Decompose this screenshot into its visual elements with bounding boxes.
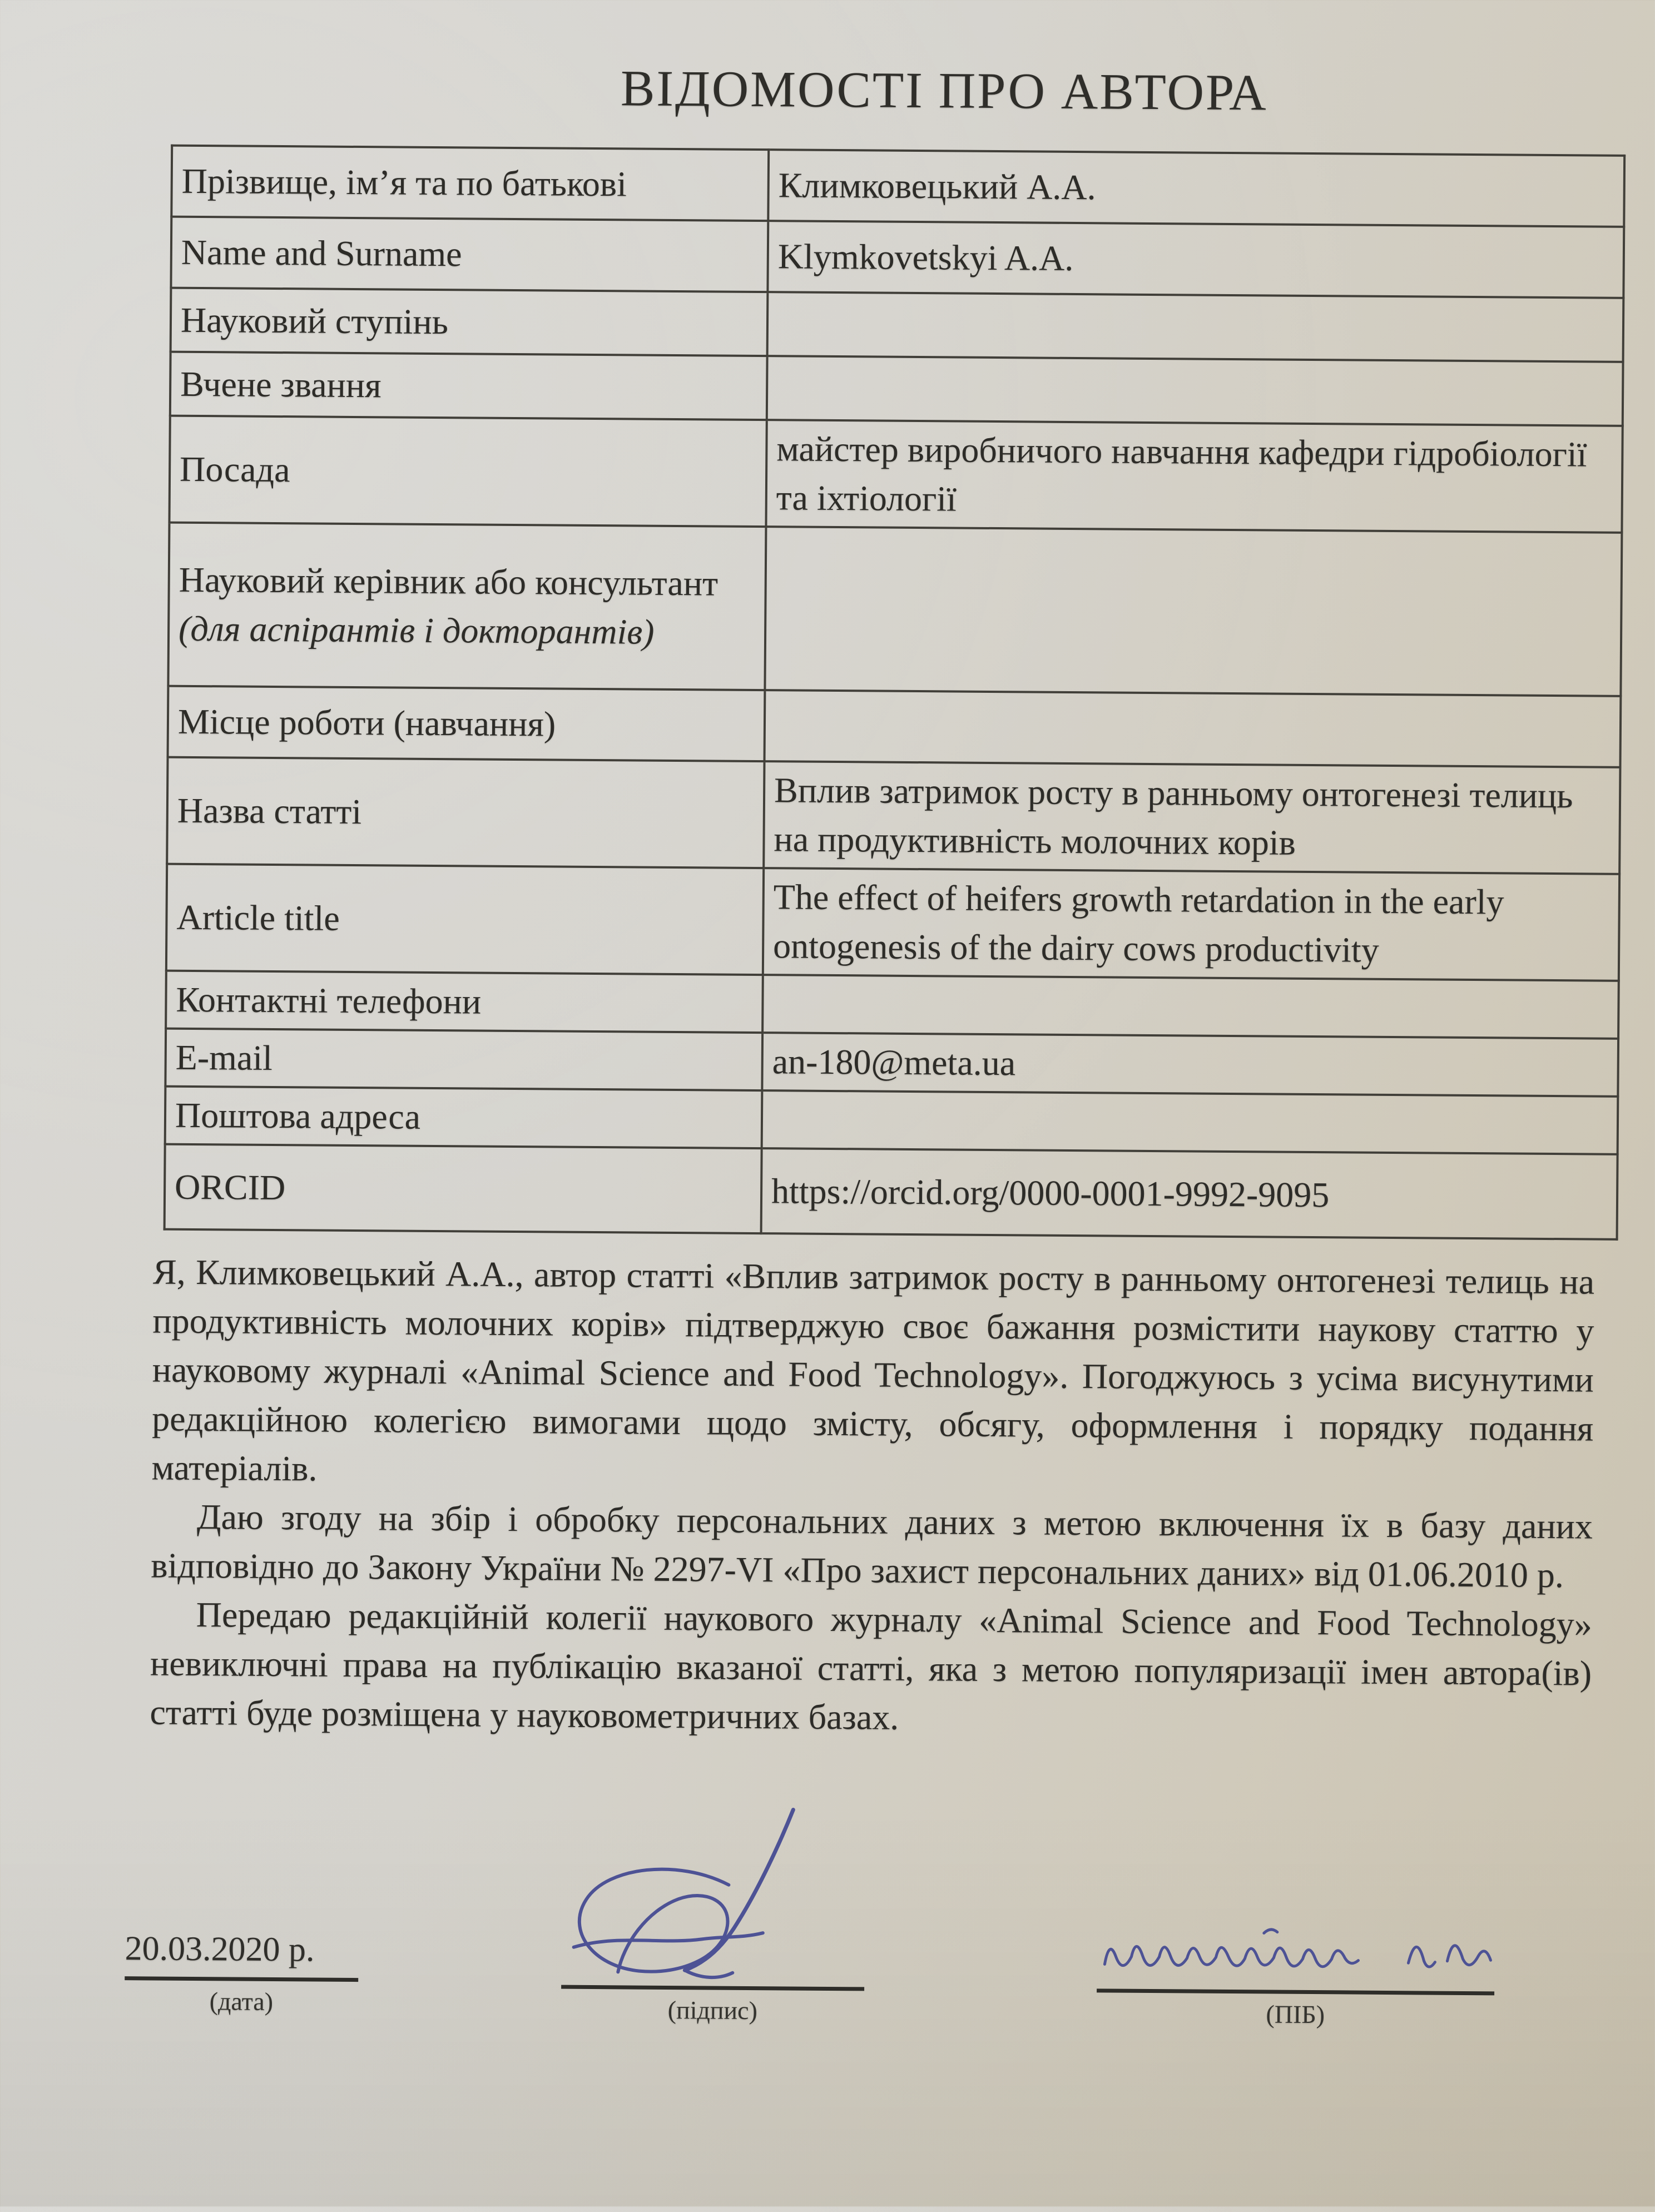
handwritten-name-icon — [1097, 1907, 1495, 1993]
handwritten-name-block — [1097, 1930, 1495, 2030]
row-value-phones — [762, 975, 1619, 1039]
row-value-article-title-en: The effect of heifers growth retardation in the early ontogenesis of the dairy cows productivity — [763, 868, 1619, 981]
signature-caption: (підпис) — [667, 1995, 758, 2025]
row-label-orcid: ORCID — [165, 1144, 762, 1233]
row-label-phones: Контактні телефони — [166, 971, 763, 1033]
row-value-name-surname: Klymkovetskyi A.A. — [767, 221, 1624, 298]
paragraph-personal-data: Даю згоду на збір і обробку персональних даних з метою включення їх в базу даних відповідно до Закону України № 2297-VI «Про захист персональних даних» від 01.06.2010 р. — [151, 1497, 1593, 1595]
table-row — [171, 217, 1624, 298]
table-row — [170, 352, 1623, 426]
row-label-article-title-en: Article title — [166, 864, 764, 975]
row-value-orcid: https://orcid.org/0000-0001-9992-9095 — [761, 1148, 1618, 1239]
row-label-article-title-ua: Назва статті — [167, 757, 764, 868]
consent-text — [150, 1247, 1594, 1747]
table-row — [168, 686, 1621, 767]
row-label-supervisor — [168, 523, 766, 690]
handwritten-signature-icon — [539, 1804, 885, 1990]
row-value-position: майстер виробничого навчання кафедри гідробіології та іхтіології — [766, 420, 1622, 533]
signature-row — [0, 1846, 1647, 2135]
row-label-degree: Науковий ступінь — [171, 288, 768, 356]
table-row — [166, 864, 1619, 981]
row-value-surname: Климковецький А.А. — [768, 150, 1624, 227]
table-row — [169, 416, 1622, 533]
table-row — [171, 146, 1624, 227]
date-block — [125, 1929, 359, 2017]
author-info-table — [163, 145, 1626, 1241]
row-value-email: an-180@meta.ua — [762, 1033, 1618, 1097]
row-value-degree — [767, 292, 1624, 362]
table-row — [165, 1087, 1618, 1154]
table-row — [167, 757, 1620, 874]
table-row — [165, 1144, 1618, 1239]
signature-block — [561, 1932, 865, 2026]
date-value: 20.03.2020 р. — [125, 1930, 315, 1969]
paragraph-consent-publication: Я, Климковецький А.А., автор статті «Вплив затримок росту в ранньому онтогенезі телиць на продуктивність молочних корів» підтверджую своє бажання розмістити наукову статтю у науковому журналі «Animal Science and Food Technology». Погоджуюсь з усіма висунутими редакційною колегією вимогами щодо змісту, обсягу, оформлення і порядку подання матеріалів. — [151, 1252, 1595, 1489]
row-label-workplace: Місце роботи (навчання) — [168, 686, 765, 761]
supervisor-label-italic: (для аспірантів і докторантів) — [178, 608, 655, 652]
row-label-surname: Прізвище, ім’я та по батькові — [171, 146, 769, 221]
row-label-academic-title: Вчене звання — [170, 352, 767, 420]
row-value-article-title-ua: Вплив затримок росту в ранньому онтогенезі телиць на продуктивність молочних корів — [764, 761, 1620, 874]
table-row — [165, 1029, 1618, 1097]
row-value-supervisor — [765, 527, 1622, 696]
row-value-workplace — [765, 690, 1621, 767]
table-row — [171, 288, 1624, 362]
paragraph-rights-transfer: Передаю редакційній колегії наукового журналу «Animal Science and Food Technology» невиключні права на публікацію вказаної статті, яка з метою популяризації імен автора(ів) статті буде розміщена у науковометричних базах. — [150, 1595, 1592, 1737]
document-title: ВІДОМОСТІ ПРО АВТОРА — [620, 59, 1268, 121]
date-caption: (дата) — [209, 1987, 274, 2016]
row-label-postal-address: Поштова адреса — [165, 1087, 762, 1148]
row-label-name-surname: Name and Surname — [171, 217, 768, 292]
name-caption: (ПІБ) — [1266, 2000, 1325, 2029]
row-label-email: E-mail — [165, 1029, 762, 1090]
row-label-position: Посада — [169, 416, 766, 527]
supervisor-label-regular: Науковий керівник або консультант — [179, 559, 719, 603]
row-value-postal-address — [762, 1090, 1618, 1154]
row-value-academic-title — [767, 356, 1623, 426]
table-row — [166, 971, 1619, 1039]
table-row — [168, 523, 1622, 696]
